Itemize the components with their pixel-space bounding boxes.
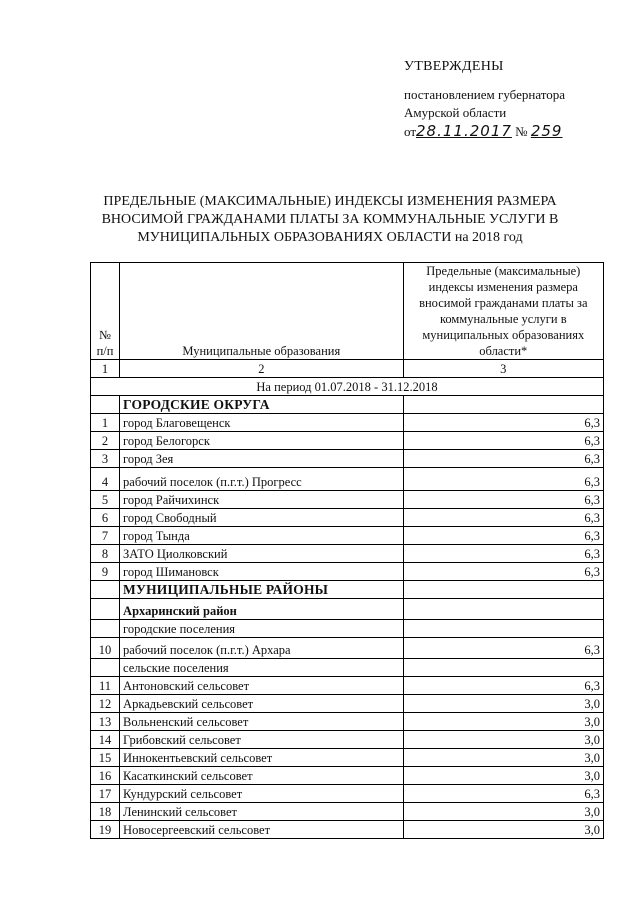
section-row	[91, 396, 604, 414]
table-row: 14 Грибовский сельсовет 3,0	[91, 731, 604, 749]
table-row: 13 Вольненский сельсовет 3,0	[91, 713, 604, 731]
table-row: 3 город Зея 6,3	[91, 450, 604, 468]
date-prefix: от	[404, 124, 417, 139]
title-line-3: МУНИЦИПАЛЬНЫХ ОБРАЗОВАНИЯХ ОБЛАСТИ на 2018 год	[137, 230, 523, 245]
rural-settlements-label: сельские поселения	[120, 659, 404, 677]
district-arkhara: Архаринский район	[120, 599, 404, 620]
indices-table	[90, 262, 604, 839]
subsection-row	[91, 620, 604, 638]
approval-date-line	[404, 122, 634, 141]
table-row: 16 Касаткинский сельсовет 3,0	[91, 767, 604, 785]
column-numbers-row	[91, 360, 604, 378]
column-number: 2	[120, 360, 404, 378]
table-header-row	[91, 263, 604, 360]
approval-line-1: постановлением губернатора	[404, 87, 566, 102]
approval-heading: УТВЕРЖДЕНЫ	[404, 59, 504, 74]
table-row: 6 город Свободный 6,3	[91, 509, 604, 527]
district-row	[91, 599, 604, 620]
table-row: 18 Ленинский сельсовет 3,0	[91, 803, 604, 821]
table-row: 7 город Тында 6,3	[91, 527, 604, 545]
table-row: 4 рабочий поселок (п.г.т.) Прогресс 6,3	[91, 468, 604, 491]
table-row: 8 ЗАТО Циолковский 6,3	[91, 545, 604, 563]
section-districts: МУНИЦИПАЛЬНЫЕ РАЙОНЫ	[120, 581, 404, 599]
title-line-1: ПРЕДЕЛЬНЫЕ (МАКСИМАЛЬНЫЕ) ИНДЕКСЫ ИЗМЕНЕНИЯ РАЗМЕРА	[103, 194, 557, 209]
table-row: 19 Новосергеевский сельсовет 3,0	[91, 821, 604, 839]
table-row: 5 город Райчихинск 6,3	[91, 491, 604, 509]
urban-settlements-label: городские поселения	[120, 620, 404, 638]
period-label: На период 01.07.2018 - 31.12.2018	[91, 378, 604, 396]
section-row	[91, 581, 604, 599]
table-row: 9 город Шимановск 6,3	[91, 563, 604, 581]
table-row: 2 город Белогорск 6,3	[91, 432, 604, 450]
table-row: 17 Кундурский сельсовет 6,3	[91, 785, 604, 803]
title-line-2: ВНОСИМОЙ ГРАЖДАНАМИ ПЛАТЫ ЗА КОММУНАЛЬНЫЕ УСЛУГИ В	[101, 212, 559, 227]
header-name: Муниципальные образования	[120, 263, 404, 360]
document-title	[60, 193, 600, 247]
column-number: 1	[91, 360, 120, 378]
date-value: 28.11.2017	[416, 122, 512, 140]
table-row: 12 Аркадьевский сельсовет 3,0	[91, 695, 604, 713]
table-row: 11 Антоновский сельсовет 6,3	[91, 677, 604, 695]
section-urban: ГОРОДСКИЕ ОКРУГА	[120, 396, 404, 414]
number-value: 259	[530, 122, 563, 140]
approval-line-2: Амурской области	[404, 105, 507, 120]
table-row: 1 город Благовещенск 6,3	[91, 414, 604, 432]
column-number: 3	[403, 360, 603, 378]
header-value: Предельные (максимальные) индексы изменения размера вносимой гражданами платы за коммунальные услуги в муниципальных образованиях области*	[403, 263, 603, 360]
period-row	[91, 378, 604, 396]
table-row: 10 рабочий поселок (п.г.т.) Архара 6,3	[91, 638, 604, 659]
table-row: 15 Иннокентьевский сельсовет 3,0	[91, 749, 604, 767]
subsection-row	[91, 659, 604, 677]
header-num: № п/п	[91, 263, 120, 360]
number-prefix: №	[515, 124, 528, 139]
approval-block	[404, 58, 634, 141]
